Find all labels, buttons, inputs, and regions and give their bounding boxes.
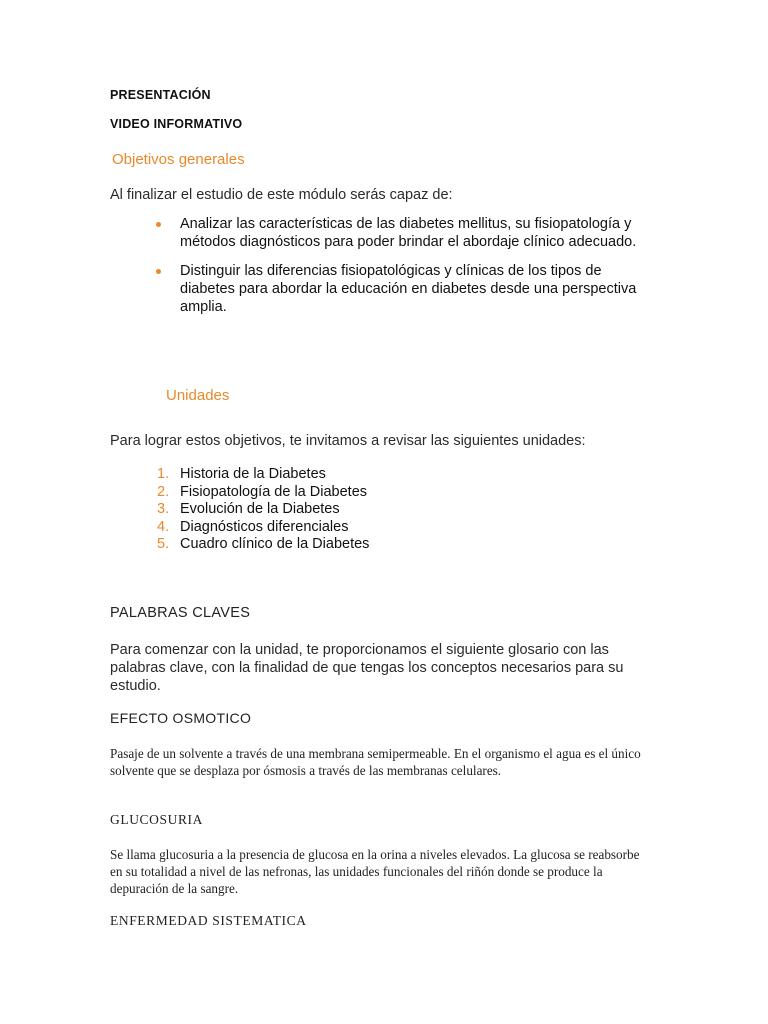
units-list <box>110 466 670 554</box>
unit-item <box>110 501 670 519</box>
units-heading: Unidades <box>166 387 230 404</box>
unit-number: 5. <box>157 536 170 552</box>
unit-label: Historia de la Diabetes <box>180 466 326 482</box>
unit-item <box>110 484 670 502</box>
unit-item <box>110 536 670 554</box>
units-intro: Para lograr estos objetivos, te invitamos a revisar las siguientes unidades: <box>110 433 586 449</box>
term-heading: GLUCOSURIA <box>110 812 204 827</box>
objective-text: Analizar las características de las diabetes mellitus, su fisiopatología y métodos diagnósticos para poder brindar el abordaje clínico adecuado. <box>180 216 637 250</box>
objectives-intro: Al finalizar el estudio de este módulo serás capaz de: <box>110 187 453 203</box>
bullet-icon <box>156 222 161 227</box>
unit-label: Cuadro clínico de la Diabetes <box>180 536 370 552</box>
unit-item <box>110 466 670 484</box>
presentation-heading: PRESENTACIÓN <box>110 88 211 102</box>
objectives-heading: Objetivos generales <box>112 151 245 168</box>
unit-number: 1. <box>157 466 170 482</box>
unit-label: Evolución de la Diabetes <box>180 501 340 517</box>
keywords-heading: PALABRAS CLAVES <box>110 605 251 621</box>
bullet-icon <box>156 269 161 274</box>
objective-item <box>110 215 670 251</box>
term-definition: Se llama glucosuria a la presencia de glucosa en la orina a niveles elevados. La glucosa se reabsorbe en su totalidad a nivel de las nefronas, las unidades funcionales del riñón donde se produce la depuración de la sangre. <box>110 847 640 896</box>
video-heading: VIDEO INFORMATIVO <box>110 117 243 131</box>
objective-item <box>110 262 670 316</box>
term-heading: EFECTO OSMOTICO <box>110 710 252 726</box>
unit-label: Fisiopatología de la Diabetes <box>180 483 368 500</box>
unit-label: Diagnósticos diferenciales <box>180 518 349 535</box>
unit-number: 4. <box>157 518 170 535</box>
term-heading: ENFERMEDAD SISTEMATICA <box>110 913 307 928</box>
objective-text: Distinguir las diferencias fisiopatológicas y clínicas de los tipos de diabetes para abordar la educación en diabetes desde una perspectiva amplia. <box>180 263 637 315</box>
unit-number: 2. <box>157 483 170 500</box>
unit-item <box>110 519 670 537</box>
unit-number: 3. <box>157 501 170 517</box>
term-definition: Pasaje de un solvente a través de una membrana semipermeable. En el organismo el agua es el único solvente que se desplaza por ósmosis a través de las membranas celulares. <box>110 746 641 778</box>
keywords-intro: Para comenzar con la unidad, te proporcionamos el siguiente glosario con las palabras clave, con la finalidad de que tengas los conceptos necesarios para su estudio. <box>110 642 624 694</box>
objectives-list <box>110 215 670 327</box>
